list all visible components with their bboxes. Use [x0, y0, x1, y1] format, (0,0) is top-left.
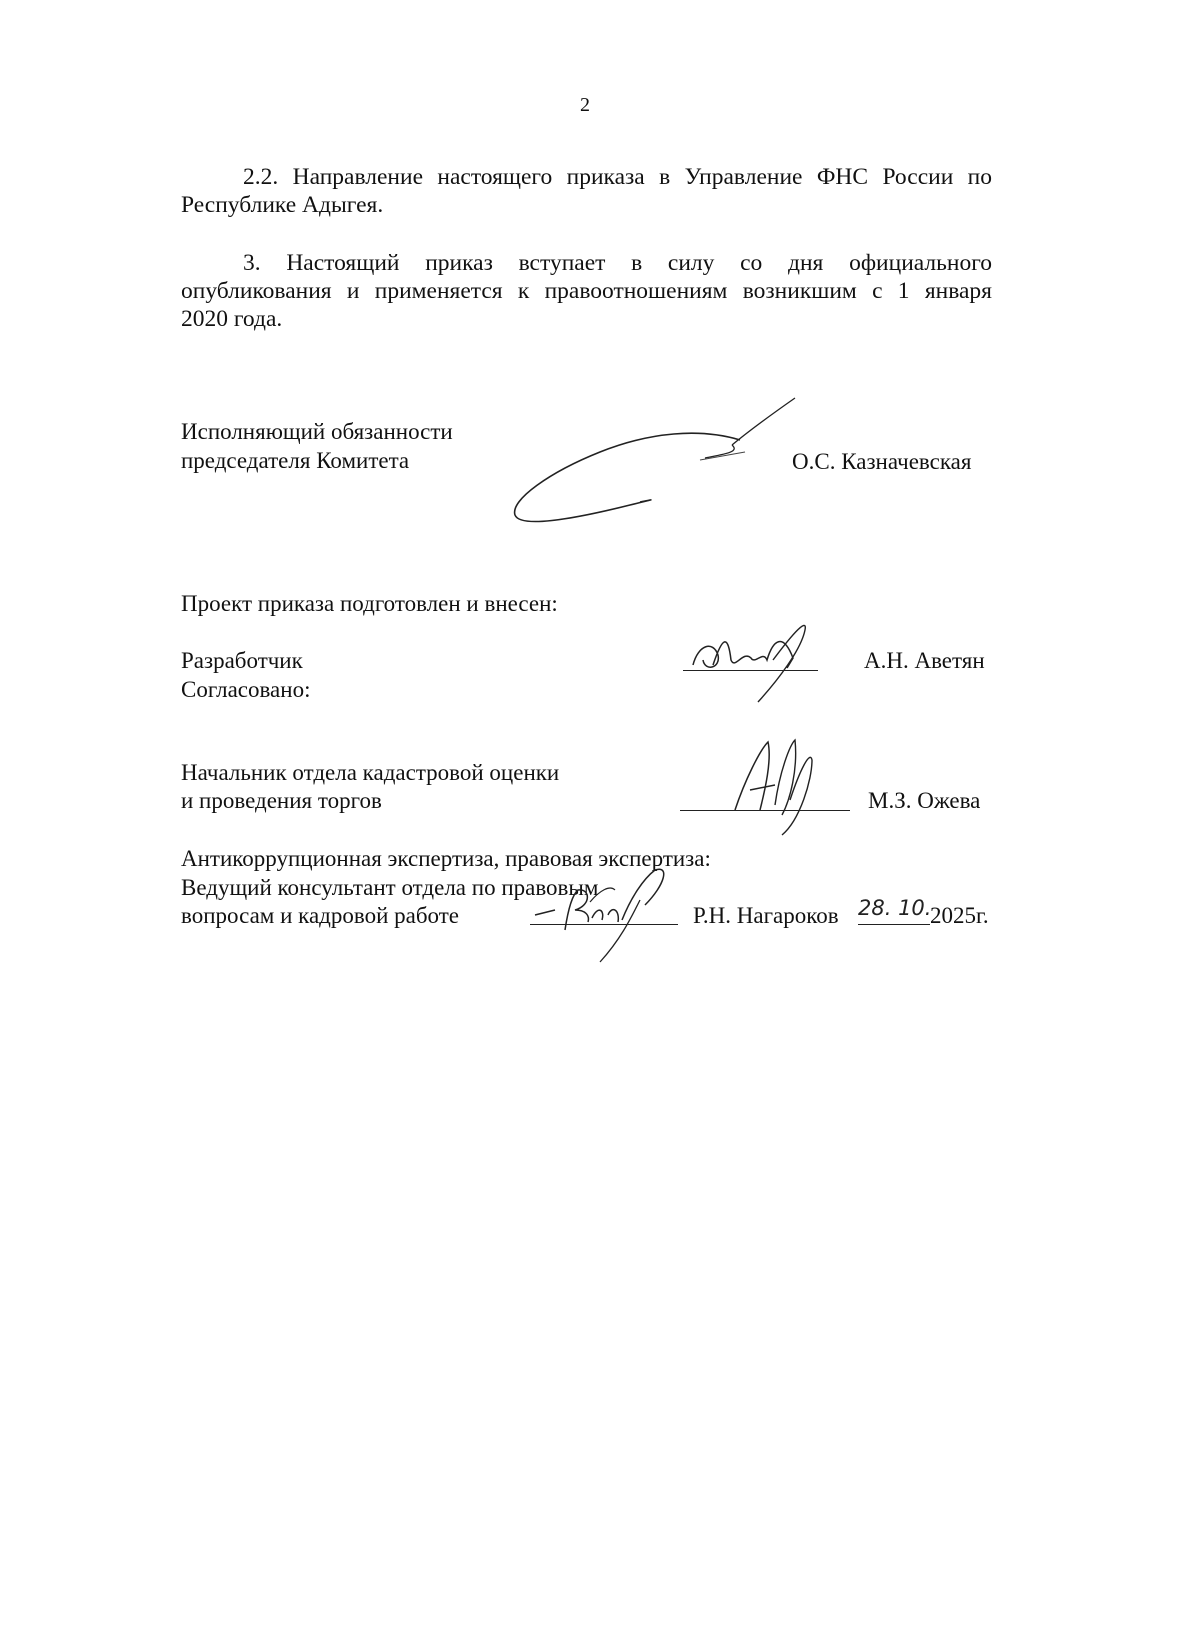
signature-nagarokov: [530, 860, 690, 970]
handwritten-date: 28. 10.: [858, 896, 932, 920]
head-of-department-line2: и проведения торгов: [181, 788, 382, 813]
date-underline: [858, 924, 930, 925]
developer-name: А.Н. Аветян: [864, 648, 985, 673]
signature-avetyan: [683, 610, 823, 710]
paragraph-line: 2020 года.: [181, 306, 283, 332]
page-number: 2: [580, 94, 590, 116]
paragraph-line: 3. Настоящий приказ вступает в силу со дня официального: [243, 250, 992, 276]
paragraph-3: [181, 249, 992, 333]
paragraph-line: опубликования и применяется к правоотношениям возникшим с 1 января: [181, 278, 992, 304]
signatory-position-line2: председателя Комитета: [181, 448, 410, 473]
expertise-heading: Антикоррупционная экспертиза, правовая экспертиза:: [181, 846, 711, 871]
agreed-label: Согласовано:: [181, 677, 311, 702]
prepared-heading: Проект приказа подготовлен и внесен:: [181, 591, 558, 616]
head-of-department-name: М.З. Ожева: [868, 788, 981, 813]
signature-ozheva: [720, 730, 840, 840]
expertise-line2: вопросам и кадровой работе: [181, 903, 460, 928]
signature-kaznachevskaya: [500, 390, 810, 540]
head-of-department-line1: Начальник отдела кадастровой оценки: [181, 760, 560, 785]
developer-label: Разработчик: [181, 648, 303, 673]
expertise-name: Р.Н. Нагароков: [693, 903, 839, 928]
date-year: 2025г.: [930, 903, 989, 928]
signatory-position-line1: Исполняющий обязанности: [181, 419, 453, 444]
paragraph-2-2: [181, 163, 992, 219]
paragraph-line: 2.2. Направление настоящего приказа в Управление ФНС России по: [243, 164, 992, 190]
signatory-name: О.С. Казначевская: [792, 449, 972, 474]
paragraph-line: Республике Адыгея.: [181, 192, 384, 218]
expertise-line1: Ведущий консультант отдела по правовым: [181, 875, 599, 900]
